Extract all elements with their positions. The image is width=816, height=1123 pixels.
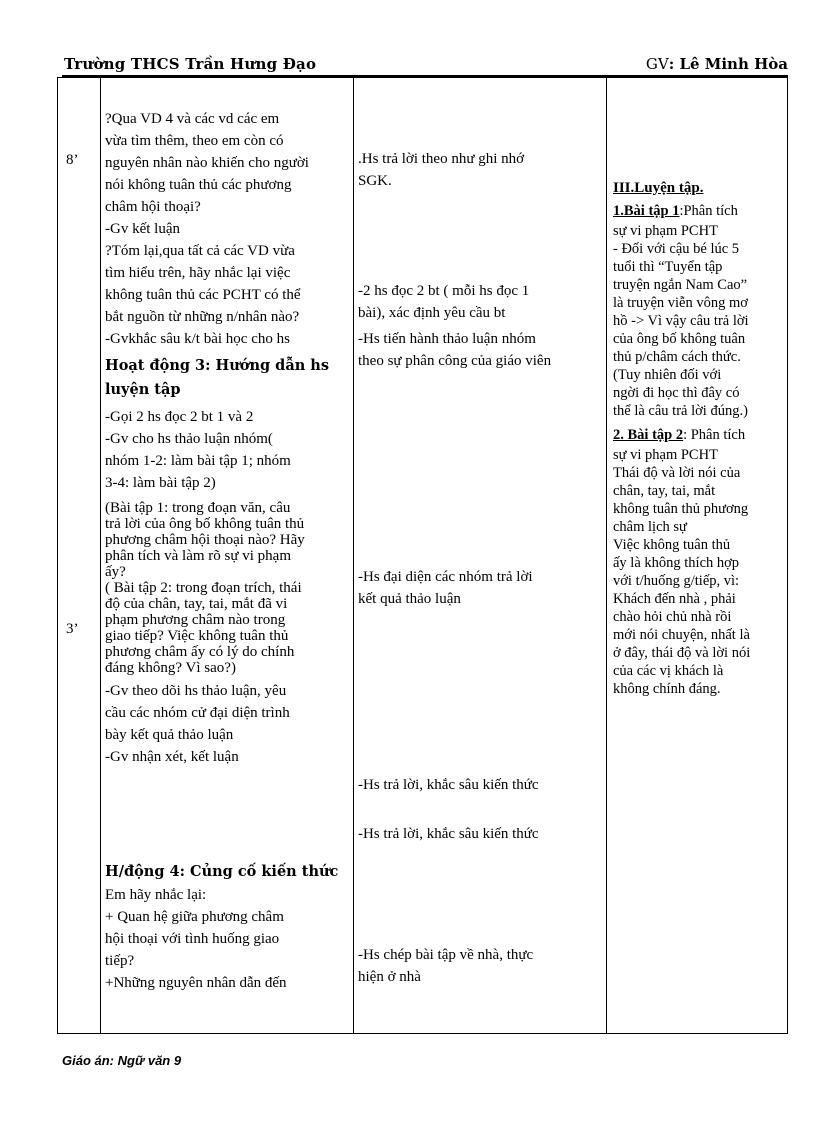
text-line: ấy? — [105, 564, 126, 580]
text-line: sự vi phạm PCHT — [613, 223, 718, 239]
time-8: 8’ — [66, 152, 79, 168]
text-line: -Gv theo dõi hs thảo luận, yêu — [105, 683, 287, 699]
text-line: ấy là không thích hợp — [613, 555, 740, 571]
text-line: ngời đi học thì đây có — [613, 385, 740, 401]
text-line: của ông bố không tuân — [613, 331, 746, 347]
text-line: -Hs trả lời, khắc sâu kiến thức — [358, 777, 539, 793]
text-line: ?Qua VD 4 và các vd các em — [105, 111, 280, 127]
text-line: nhóm 1-2: làm bài tập 1; nhóm — [105, 453, 291, 469]
text-line: phân tích và làm rõ sự vi phạm — [105, 548, 292, 564]
activity-block-exercises — [105, 500, 350, 676]
text-line: .Hs trả lời theo như ghi nhớ — [358, 151, 525, 167]
text-line: là truyện viễn vông mơ — [613, 295, 748, 311]
exercise-1-heading: 1.Bài tập 1:Phân tích — [613, 203, 738, 219]
text-line: bày kết quả thảo luận — [105, 727, 234, 743]
text-line: không tuân thủ các PCHT có thể — [105, 287, 301, 303]
activity-block-review — [105, 884, 350, 994]
text-line: vừa tìm thêm, theo em còn có — [105, 133, 284, 149]
text-line: -Hs chép bài tập về nhà, thực — [358, 947, 534, 963]
text-line: mới nói chuyện, nhất là — [613, 627, 750, 643]
text-line: tiếp? — [105, 953, 135, 969]
text-line: với t/huống g/tiếp, vì: — [613, 573, 740, 589]
page-footer: Giáo án: Ngữ văn 9 — [62, 1053, 182, 1068]
text-line: không chính đáng. — [613, 681, 721, 697]
column-divider — [100, 78, 101, 1033]
text-line: nói không tuân thủ các phương — [105, 177, 292, 193]
text-line: (Tuy nhiên đối với — [613, 367, 722, 383]
text-line: truyện ngắn Nam Cao” — [613, 277, 748, 293]
text-line: châm lịch sự — [613, 519, 687, 535]
text-line: -Gv cho hs thảo luận nhóm( — [105, 431, 273, 447]
text-line: phạm phương châm nào trong — [105, 612, 286, 628]
text-line: không tuân thủ phương — [613, 501, 749, 517]
lesson-table — [57, 77, 788, 1034]
text-line: -Gv kết luận — [105, 221, 180, 237]
text-line: trả lời của ông bố không tuân thủ — [105, 516, 305, 532]
text-line: bài), xác định yêu cầu bt — [358, 305, 506, 321]
text-line: phương châm ấy có lý do chính — [105, 644, 295, 660]
text-line: của các vị khách là — [613, 663, 724, 679]
column-divider — [606, 78, 607, 1033]
text-line: chân, tay, tai, mắt — [613, 483, 716, 499]
text-line: tuổi thì “Tuyển tập — [613, 259, 723, 275]
lesson-content — [613, 176, 788, 698]
activity-3-title: Hoạt động 3: Hướng dẫn hs luyện tập — [105, 357, 330, 398]
text-line: + Quan hệ giữa phương châm — [105, 909, 284, 925]
activity-block-instructions — [105, 406, 350, 494]
text-line: châm hội thoại? — [105, 199, 201, 215]
activity-4-title: H/động 4: Củng cố kiến thức — [105, 863, 339, 880]
text-line: -Hs tiến hành thảo luận nhóm — [358, 331, 536, 347]
page-header — [62, 53, 788, 77]
column-divider — [353, 78, 354, 1033]
time-3: 3’ — [66, 621, 79, 637]
text-line: độ của chân, tay, tai, mắt đã vi — [105, 596, 288, 612]
exercise-1-answer — [613, 222, 788, 420]
student-activity — [358, 328, 598, 372]
text-line: chào hỏi chủ nhà rồi — [613, 609, 732, 625]
student-activity — [358, 823, 598, 845]
text-line: tìm hiểu trên, hãy nhắc lại việc — [105, 265, 291, 281]
text-line: hồ -> Vì vậy câu trả lời — [613, 313, 749, 329]
student-activity — [358, 280, 598, 324]
text-line: - Đối với cậu bé lúc 5 — [613, 241, 740, 257]
school-name: Trường THCS Trần Hưng Đạo — [64, 55, 317, 73]
text-line: 3-4: làm bài tập 2) — [105, 475, 216, 491]
text-line: ở đây, thái độ và lời nói — [613, 645, 751, 661]
text-line: -2 hs đọc 2 bt ( mỗi hs đọc 1 — [358, 283, 530, 299]
text-line: thể là câu trả lời đúng.) — [613, 403, 748, 419]
text-line: ( Bài tập 2: trong đoạn trích, thái — [105, 580, 302, 596]
text-line: đáng không? Vì sao?) — [105, 660, 236, 676]
text-line: theo sự phân công của giáo viên — [358, 353, 552, 369]
text-line: -Gv nhận xét, kết luận — [105, 749, 239, 765]
text-line: kết quả thảo luận — [358, 591, 461, 607]
text-line: (Bài tập 1: trong đoạn văn, câu — [105, 500, 291, 516]
text-line: hội thoại với tình huống giao — [105, 931, 280, 947]
text-line: giao tiếp? Việc không tuân thủ — [105, 628, 289, 644]
text-line: Khách đến nhà , phải — [613, 591, 736, 607]
text-line: sự vi phạm PCHT — [613, 447, 718, 463]
exercise-2-answer — [613, 446, 788, 698]
text-line: hiện ở nhà — [358, 969, 421, 985]
exercise-2-heading: 2. Bài tập 2: Phân tích — [613, 427, 746, 443]
text-line: +Những nguyên nhân dẫn đến — [105, 975, 287, 991]
text-line: Thái độ và lời nói của — [613, 465, 741, 481]
activity-block-questions — [105, 108, 350, 350]
student-activity — [358, 566, 598, 610]
teacher-name: GV: Lê Minh Hòa — [645, 55, 788, 73]
activity-block-discussion — [105, 680, 350, 768]
student-activity — [358, 148, 598, 192]
text-line: cầu các nhóm cử đại diện trình — [105, 705, 290, 721]
text-line: Em hãy nhắc lại: — [105, 887, 207, 903]
text-line: -Gvkhắc sâu k/t bài học cho hs — [105, 331, 290, 347]
text-line: Việc không tuân thủ — [613, 537, 731, 553]
text-line: SGK. — [358, 173, 392, 189]
text-line: -Gọi 2 hs đọc 2 bt 1 và 2 — [105, 409, 254, 425]
student-activity — [358, 944, 598, 988]
text-line: thủ p/châm cách thức. — [613, 349, 741, 365]
student-activity — [358, 774, 598, 796]
teacher-activities — [105, 108, 350, 994]
text-line: -Hs đại diện các nhóm trả lời — [358, 569, 533, 585]
text-line: -Hs trả lời, khắc sâu kiến thức — [358, 826, 539, 842]
section-title: III.Luyện tập. — [613, 180, 704, 196]
text-line: bắt nguồn từ những n/nhân nào? — [105, 309, 300, 325]
text-line: nguyên nhân nào khiến cho người — [105, 155, 309, 171]
text-line: ?Tóm lại,qua tất cả các VD vừa — [105, 243, 295, 259]
text-line: phương châm hội thoại nào? Hãy — [105, 532, 305, 548]
